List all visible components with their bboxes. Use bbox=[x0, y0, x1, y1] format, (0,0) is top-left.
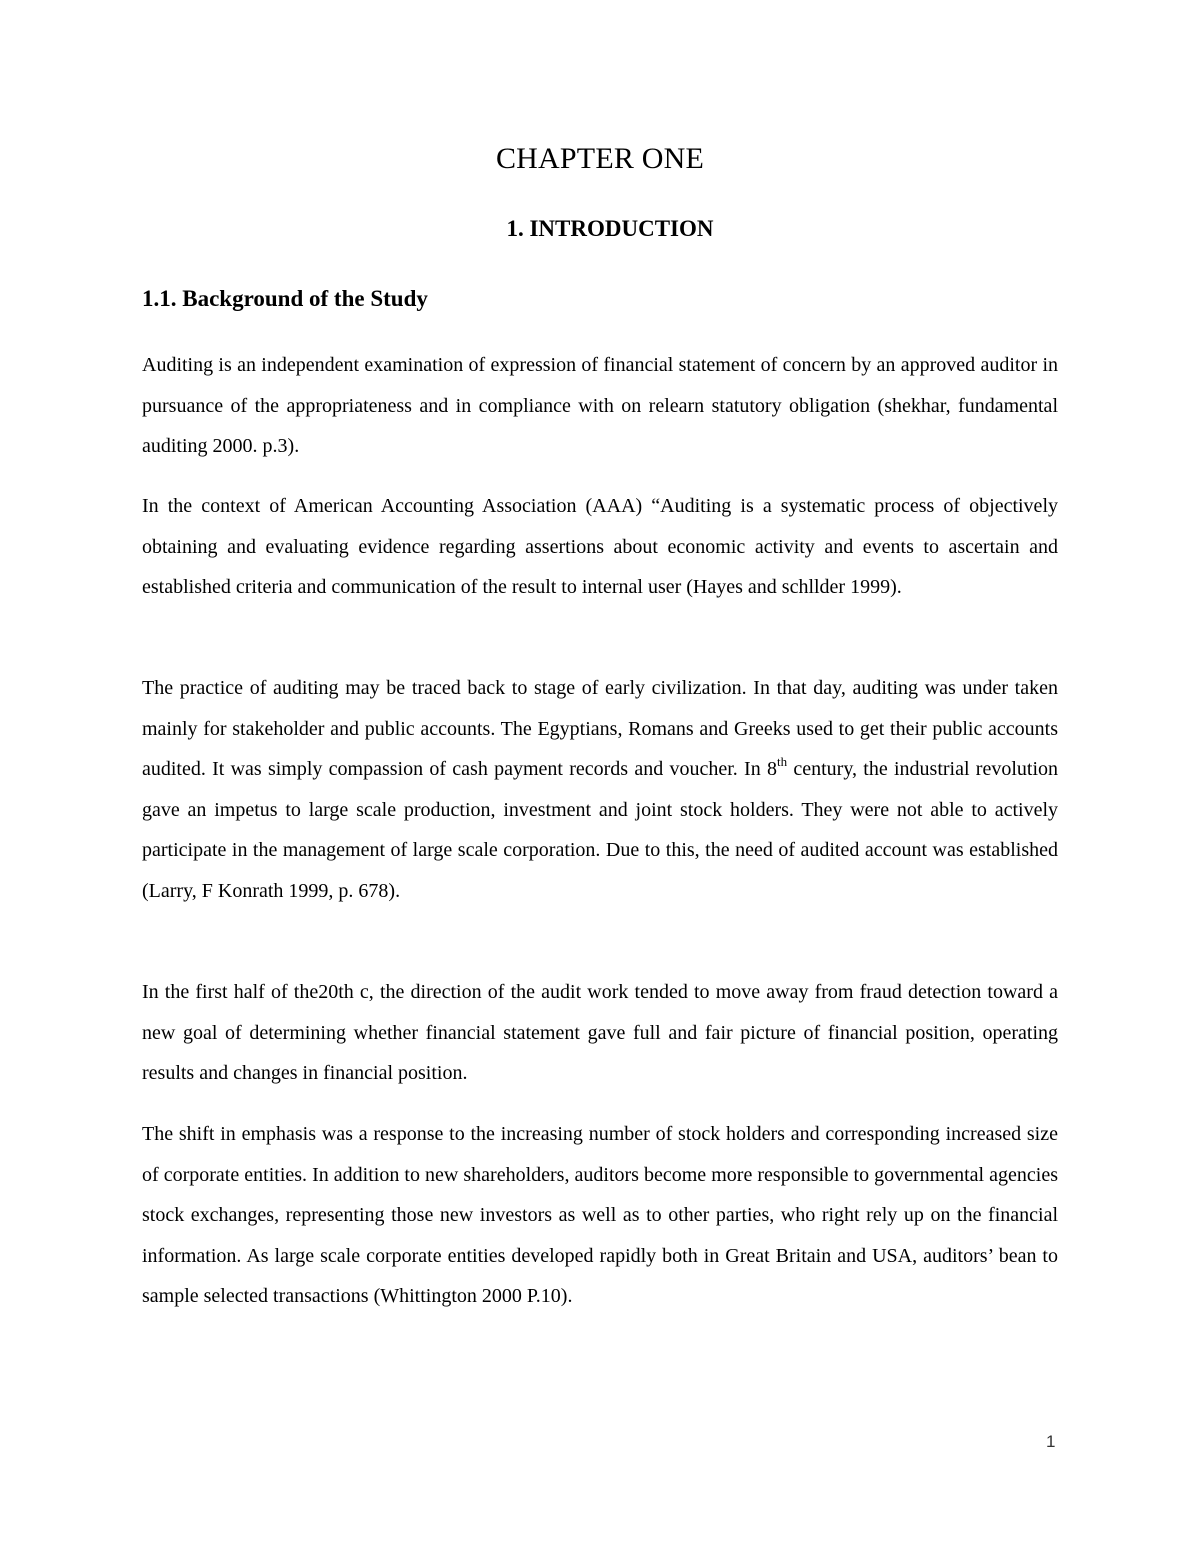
paragraph-auditing-history bbox=[142, 668, 1058, 912]
paragraph-text-before-superscript: The practice of auditing may be traced back to stage of early civilization. In that day, auditing was under taken mainly for stakeholder and public accounts. The Egyptians, Romans and Greeks used to get their public accounts audited. It was simply compassion of cash payment records and voucher. In 8 bbox=[142, 677, 1058, 781]
section-heading: 1. INTRODUCTION bbox=[506, 216, 714, 241]
paragraph-aaa-definition: In the context of American Accounting Association (AAA) “Auditing is a systematic process of objectively obtaining and evaluating evidence regarding assertions about economic activity and events to ascertain and established criteria and communication of the result to internal user (Hayes and schllder 1999). bbox=[142, 495, 1058, 599]
paragraph-text-after-superscript: century, the industrial revolution gave an impetus to large scale production, investment and joint stock holders. They were not able to actively participate in the management of large scale corporation. Due to this, the need of audited account was established (Larry, F Konrath 1999, p. 678). bbox=[142, 758, 1059, 902]
chapter-title: CHAPTER ONE bbox=[495, 142, 705, 175]
page-number: 1 bbox=[1046, 1432, 1056, 1451]
paragraph-auditing-definition: Auditing is an independent examination of expression of financial statement of concern by an approved auditor in pursuance of the appropriateness and in compliance with on relearn statutory obligation (shekhar, fundamental auditing 2000. p.3). bbox=[142, 354, 1058, 458]
ordinal-superscript: th bbox=[776, 754, 788, 770]
paragraph-twentieth-century: In the first half of the20th c, the direction of the audit work tended to move away from fraud detection toward a new goal of determining whether financial statement gave full and fair picture of financial position, operating results and changes in financial position. bbox=[142, 981, 1058, 1085]
subsection-heading: 1.1. Background of the Study bbox=[142, 286, 428, 311]
paragraph-shift-in-emphasis: The shift in emphasis was a response to the increasing number of stock holders and corresponding increased size of corporate entities. In addition to new shareholders, auditors become more responsible to governmental agencies stock exchanges, representing those new investors as well as to other parties, who right rely up on the financial information. As large scale corporate entities developed rapidly both in Great Britain and USA, auditors’ bean to sample selected transactions (Whittington 2000 P.10). bbox=[142, 1123, 1058, 1308]
